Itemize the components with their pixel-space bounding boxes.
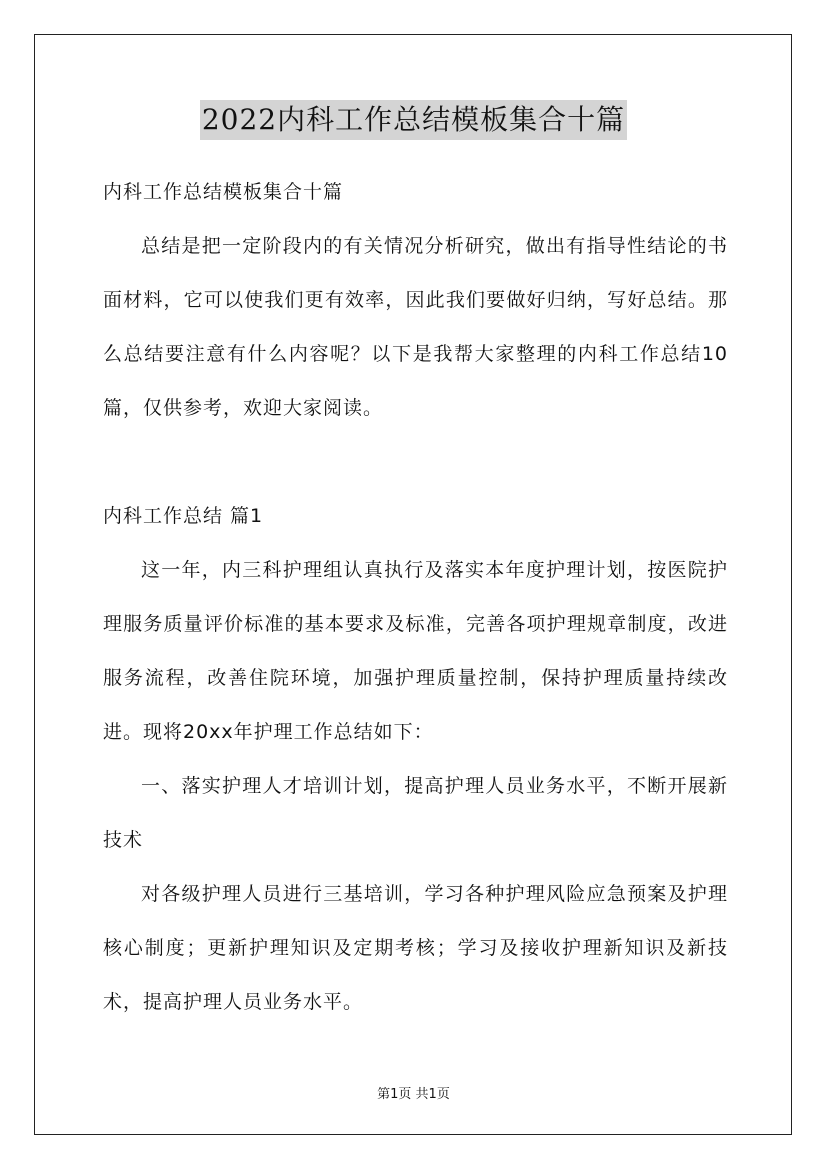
document-body [103, 165, 728, 1029]
section-paragraph: 这一年，内三科护理组认真执行及落实本年度护理计划，按医院护理服务质量评价标准的基本要求及标准，完善各项护理规章制度，改进服务流程，改善住院环境，加强护理质量控制，保持护理质量持续改进。现将20xx年护理工作总结如下： [103, 559, 728, 743]
document-title: 2022内科工作总结模板集合十篇 [200, 100, 627, 140]
subtitle-line: 内科工作总结模板集合十篇 [103, 181, 344, 203]
section-point: 一、落实护理人才培训计划，提高护理人员业务水平，不断开展新技术 [103, 775, 728, 851]
intro-paragraph: 总结是把一定阶段内的有关情况分析研究，做出有指导性结论的书面材料，它可以使我们更有效率，因此我们要做好归纳，写好总结。那么总结要注意有什么内容呢？以下是我帮大家整理的内科工作总结10篇，仅供参考，欢迎大家阅读。 [103, 235, 728, 419]
paragraph-spacer [103, 435, 728, 489]
title-container [0, 100, 827, 140]
page-footer: 第1页 共1页 [377, 1087, 450, 1102]
section-heading: 内科工作总结 篇1 [103, 505, 264, 527]
section-paragraph: 对各级护理人员进行三基培训，学习各种护理风险应急预案及护理核心制度；更新护理知识及定期考核；学习及接收护理新知识及新技术，提高护理人员业务水平。 [103, 883, 728, 1013]
